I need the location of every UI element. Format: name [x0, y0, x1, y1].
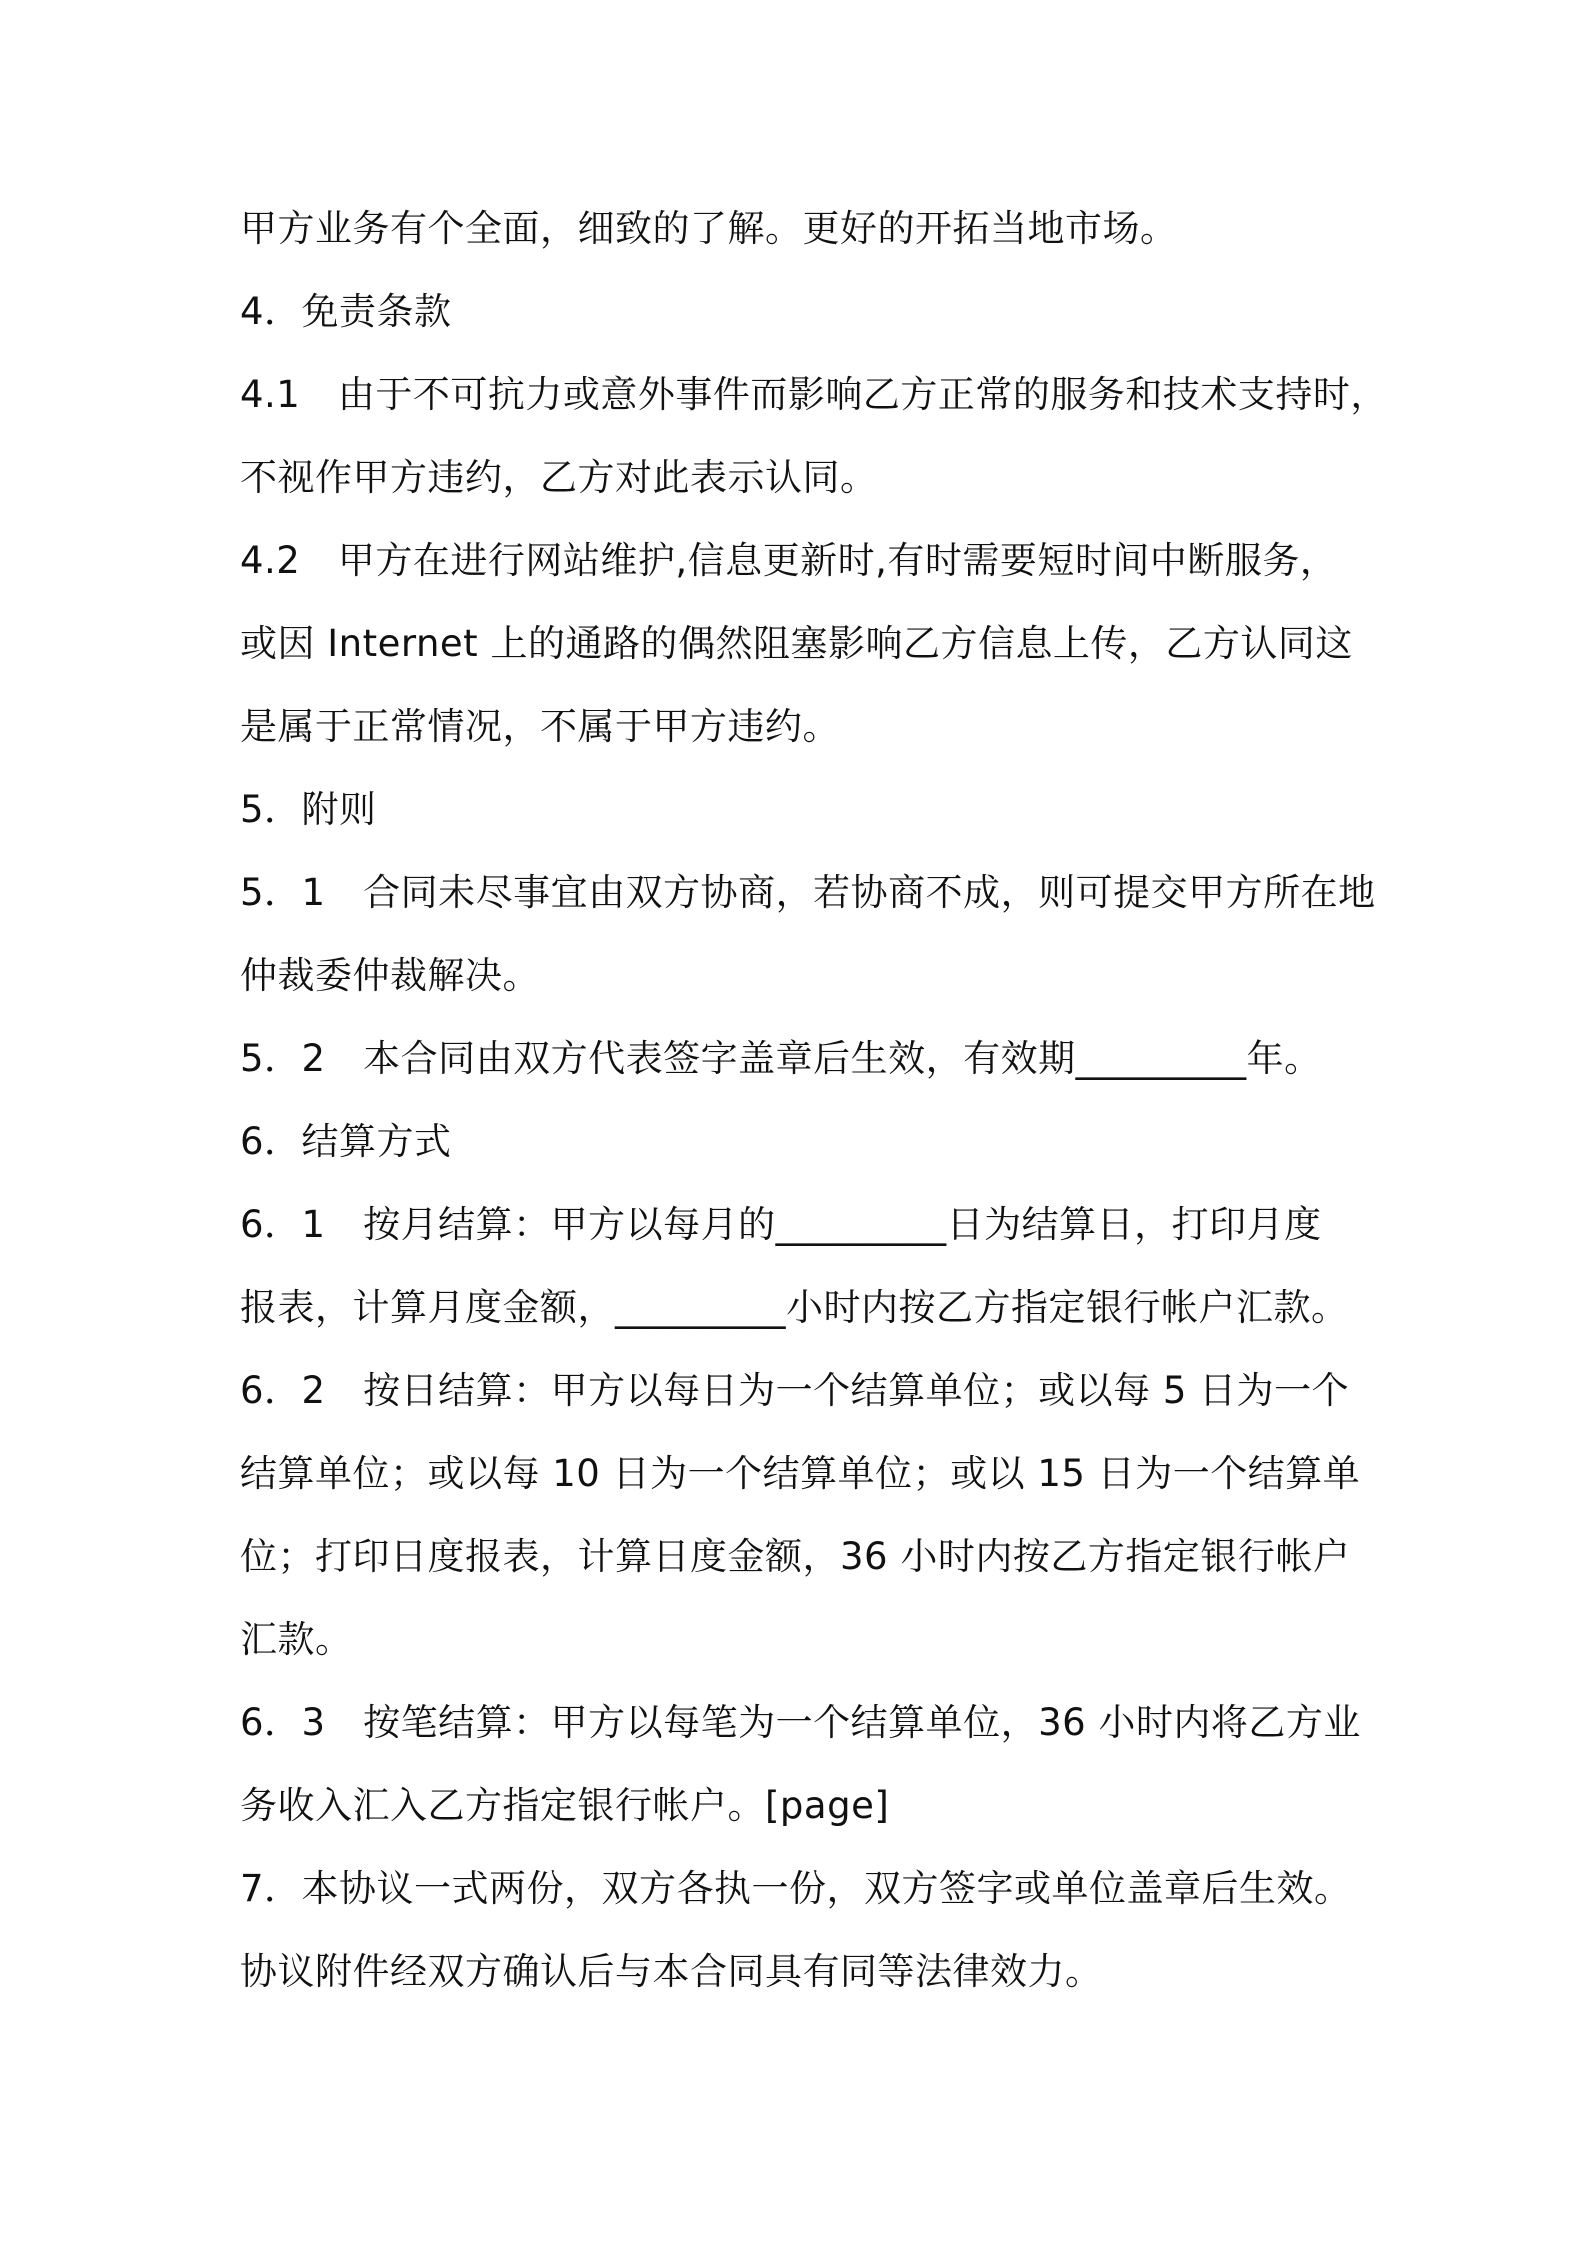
clause-line: 4.2 甲方在进行网站维护,信息更新时,有时需要短时间中断服务，	[240, 539, 1338, 582]
body-text-line: 务收入汇入乙方指定银行帐户。[page]	[240, 1784, 890, 1827]
section-heading: 7．本协议一式两份，双方各执一份，双方签字或单位盖章后生效。	[240, 1867, 1352, 1910]
body-text-line: 结算单位；或以每 10 日为一个结算单位；或以 15 日为一个结算单	[240, 1452, 1361, 1495]
clause-line: 6．1 按月结算：甲方以每月的_________日为结算日，打印月度	[240, 1203, 1322, 1246]
body-text-line: 或因 Internet 上的通路的偶然阻塞影响乙方信息上传，乙方认同这	[240, 622, 1353, 665]
section-heading: 5．附则	[240, 788, 377, 831]
clause-line: 4.1 由于不可抗力或意外事件而影响乙方正常的服务和技术支持时，	[240, 373, 1388, 416]
body-text-line: 甲方业务有个全面，细致的了解。更好的开拓当地市场。	[240, 207, 1178, 250]
section-heading: 6．结算方式	[240, 1120, 452, 1163]
body-text-line: 报表，计算月度金额，_________小时内按乙方指定银行帐户汇款。	[240, 1286, 1349, 1329]
body-text-line: 位；打印日度报表，计算日度金额，36 小时内按乙方指定银行帐户	[240, 1535, 1351, 1578]
section-heading: 4．免责条款	[240, 290, 452, 333]
clause-line: 5．2 本合同由双方代表签字盖章后生效，有效期_________年。	[240, 1037, 1322, 1080]
clause-line: 6．2 按日结算：甲方以每日为一个结算单位；或以每 5 日为一个	[240, 1369, 1350, 1412]
clause-line: 5．1 合同未尽事宜由双方协商，若协商不成，则可提交甲方所在地	[240, 871, 1376, 914]
body-text-line: 是属于正常情况，不属于甲方违约。	[240, 705, 840, 748]
body-text-line: 协议附件经双方确认后与本合同具有同等法律效力。	[240, 1950, 1103, 1993]
clause-line: 6．3 按笔结算：甲方以每笔为一个结算单位，36 小时内将乙方业	[240, 1701, 1361, 1744]
body-text-line: 仲裁委仲裁解决。	[240, 954, 540, 997]
body-text-line: 不视作甲方违约，乙方对此表示认同。	[240, 456, 878, 499]
body-text-line: 汇款。	[240, 1618, 353, 1661]
